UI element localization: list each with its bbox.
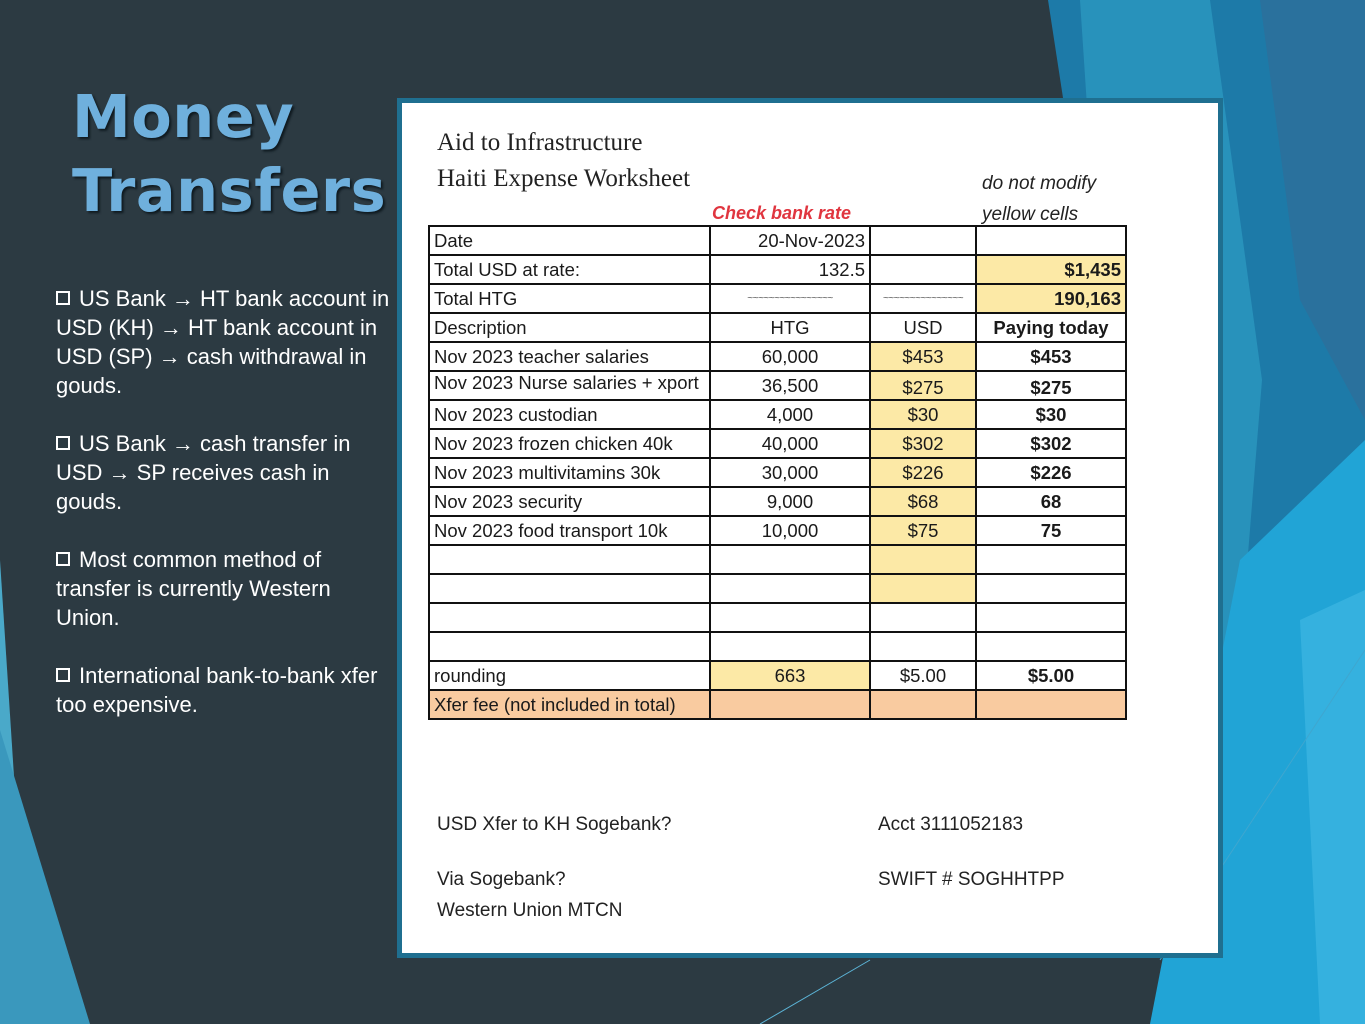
row-paying[interactable]: $453 [976,342,1126,371]
bullet-item [56,429,396,516]
header-htg: HTG [710,313,870,342]
row-usd[interactable]: $453 [870,342,976,371]
row-description[interactable]: Nov 2023 teacher salaries [429,342,710,371]
row-paying[interactable]: $302 [976,429,1126,458]
empty-cell[interactable] [710,690,870,719]
slide-title-line1: Money [72,82,295,151]
empty-row [429,574,1126,603]
slide-title-line2: Transfers [72,156,387,225]
empty-cell[interactable] [870,226,976,255]
table-row [429,516,1126,545]
tilde-placeholder: ~~~~~~~~~~~~~~~~ [710,284,870,313]
table-row [429,458,1126,487]
rounding-paying[interactable]: $5.00 [976,661,1126,690]
row-paying[interactable]: $275 [976,371,1126,400]
rate-value[interactable]: 132.5 [710,255,870,284]
account-number: Acct 3111052183 [878,814,1024,835]
empty-row [429,603,1126,632]
row-htg[interactable]: 4,000 [710,400,870,429]
header-paying-today: Paying today [976,313,1126,342]
empty-cell[interactable] [870,632,976,661]
empty-cell[interactable] [976,603,1126,632]
row-usd[interactable]: $30 [870,400,976,429]
rounding-htg[interactable]: 663 [710,661,870,690]
row-description[interactable]: Nov 2023 custodian [429,400,710,429]
swift-code: SWIFT # SOGHHTPP [878,869,1065,890]
row-htg[interactable]: 10,000 [710,516,870,545]
checkbox-bullet-icon [56,436,70,450]
total-htg-row [429,284,1126,313]
empty-cell[interactable] [710,603,870,632]
empty-cell[interactable] [870,574,976,603]
via-sogebank-label: Via Sogebank? [437,869,566,890]
empty-cell[interactable] [870,545,976,574]
table-row [429,487,1126,516]
empty-cell[interactable] [429,603,710,632]
row-paying[interactable]: $30 [976,400,1126,429]
empty-cell[interactable] [976,574,1126,603]
worksheet-image [397,98,1223,958]
row-description[interactable]: Nov 2023 frozen chicken 40k [429,429,710,458]
row-description[interactable]: Nov 2023 security [429,487,710,516]
row-usd[interactable]: $226 [870,458,976,487]
row-usd[interactable]: $75 [870,516,976,545]
western-union-label: Western Union MTCN [437,900,623,921]
bullet-text: International bank-to-bank xfer too expensive. [56,663,378,717]
empty-cell[interactable] [710,545,870,574]
rounding-row [429,661,1126,690]
row-htg[interactable]: 60,000 [710,342,870,371]
empty-cell[interactable] [870,603,976,632]
table-row [429,429,1126,458]
bullet-text: Most common method of transfer is currently Western Union. [56,547,331,630]
bullet-item [56,545,396,632]
date-value[interactable]: 20-Nov-2023 [710,226,870,255]
rate-row [429,255,1126,284]
date-row [429,226,1126,255]
row-paying[interactable]: 68 [976,487,1126,516]
header-row [429,313,1126,342]
rate-label: Total USD at rate: [429,255,710,284]
bullet-item [56,284,396,400]
xfer-fee-row [429,690,1126,719]
empty-cell[interactable] [976,690,1126,719]
empty-cell[interactable] [429,545,710,574]
worksheet-title: Aid to Infrastructure [437,129,643,156]
empty-cell[interactable] [870,690,976,719]
usd-xfer-label: USD Xfer to KH Sogebank? [437,814,672,835]
bullet-text: US Bank → cash transfer in USD → SP receives cash in gouds. [56,431,351,514]
empty-cell[interactable] [870,255,976,284]
worksheet-subtitle: Haiti Expense Worksheet [437,165,691,192]
empty-cell[interactable] [710,574,870,603]
empty-cell[interactable] [976,632,1126,661]
bullet-item [56,661,396,719]
bullet-list [56,284,396,748]
header-description: Description [429,313,710,342]
row-description[interactable]: Nov 2023 multivitamins 30k [429,458,710,487]
empty-cell[interactable] [710,632,870,661]
row-usd[interactable]: $68 [870,487,976,516]
checkbox-bullet-icon [56,291,70,305]
bullet-text: US Bank → HT bank account in USD (KH) → HT bank account in USD (SP) → cash withdrawal in gouds. [56,286,390,398]
row-htg[interactable]: 40,000 [710,429,870,458]
date-label: Date [429,226,710,255]
row-description[interactable]: Nov 2023 Nurse salaries + xport [429,371,710,400]
table-row [429,342,1126,371]
row-htg[interactable]: 30,000 [710,458,870,487]
row-usd[interactable]: $302 [870,429,976,458]
empty-cell[interactable] [429,632,710,661]
empty-cell[interactable] [429,574,710,603]
rounding-usd[interactable]: $5.00 [870,661,976,690]
note-yellow-cells: yellow cells [982,204,1079,225]
checkbox-bullet-icon [56,668,70,682]
xfer-fee-label: Xfer fee (not included in total) [429,690,710,719]
row-htg[interactable]: 9,000 [710,487,870,516]
total-htg-label: Total HTG [429,284,710,313]
total-htg-value[interactable]: 190,163 [976,284,1126,313]
row-description[interactable]: Nov 2023 food transport 10k [429,516,710,545]
rounding-label: rounding [429,661,710,690]
expense-table [428,225,1127,720]
check-bank-rate-label: Check bank rate [712,203,852,223]
row-htg[interactable]: 36,500 [710,371,870,400]
table-row [429,371,1126,400]
empty-cell[interactable] [976,226,1126,255]
empty-row [429,632,1126,661]
empty-cell[interactable] [976,545,1126,574]
tilde-placeholder: ~~~~~~~~~~~~~~~ [870,284,976,313]
row-paying[interactable]: 75 [976,516,1126,545]
note-do-not-modify: do not modify [982,173,1097,194]
row-usd[interactable]: $275 [870,371,976,400]
row-paying[interactable]: $226 [976,458,1126,487]
header-usd: USD [870,313,976,342]
empty-row [429,545,1126,574]
checkbox-bullet-icon [56,552,70,566]
slide-title [72,80,392,228]
table-row [429,400,1126,429]
total-usd-value[interactable]: $1,435 [976,255,1126,284]
